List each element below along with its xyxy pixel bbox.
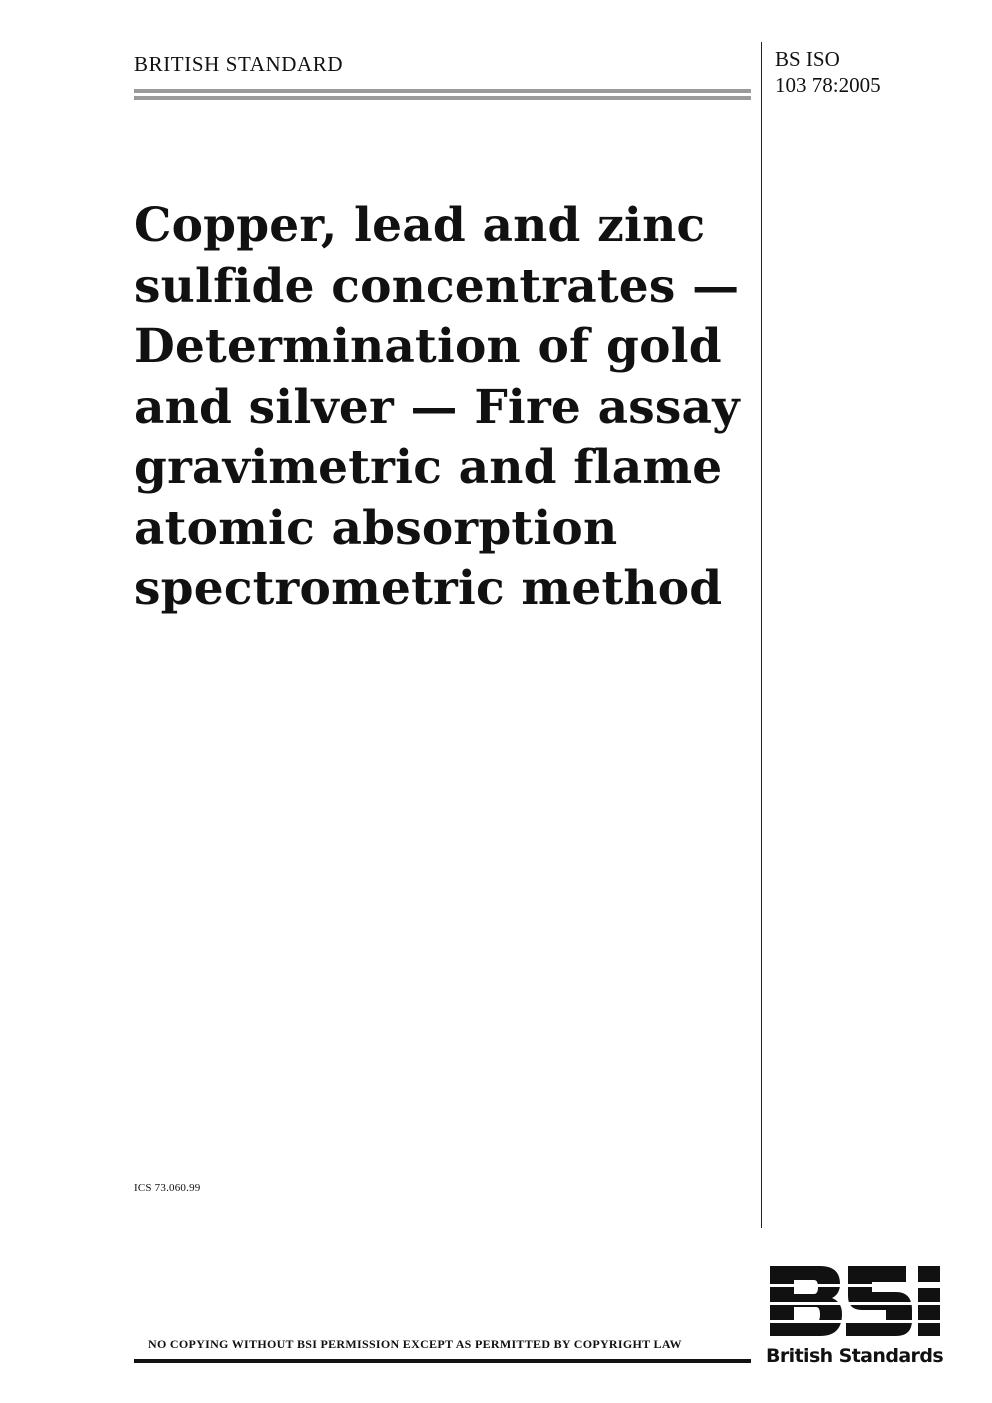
header-rule-bottom	[134, 96, 751, 100]
title-line: gravimetric and flame	[134, 440, 723, 495]
bsi-logo	[766, 1262, 946, 1344]
document-type-label: BRITISH STANDARD	[134, 52, 344, 76]
title-line: Determination of gold	[134, 319, 722, 374]
standard-number-line1: BS ISO	[775, 47, 840, 71]
bsi-logo-mark	[766, 1262, 944, 1344]
header-rule-top	[134, 89, 751, 93]
ics-code: ICS 73.060.99	[134, 1182, 201, 1194]
title-line: atomic absorption	[134, 500, 618, 556]
footer-rule	[134, 1359, 751, 1363]
title-line: sulfide concentrates —	[134, 258, 740, 314]
copyright-notice: NO COPYING WITHOUT BSI PERMISSION EXCEPT AS PERMITTED BY COPYRIGHT LAW	[148, 1337, 682, 1351]
title-line: Copper, lead and zinc	[134, 198, 706, 253]
standard-number	[775, 46, 881, 98]
standard-number-line2: 103 78:2005	[775, 73, 881, 97]
title-line: spectrometric method	[134, 561, 723, 616]
bsi-logo-caption: British Standards	[766, 1345, 944, 1367]
document-title	[134, 196, 749, 620]
vertical-divider	[761, 42, 762, 1228]
title-line: and silver — Fire assay	[134, 379, 740, 435]
